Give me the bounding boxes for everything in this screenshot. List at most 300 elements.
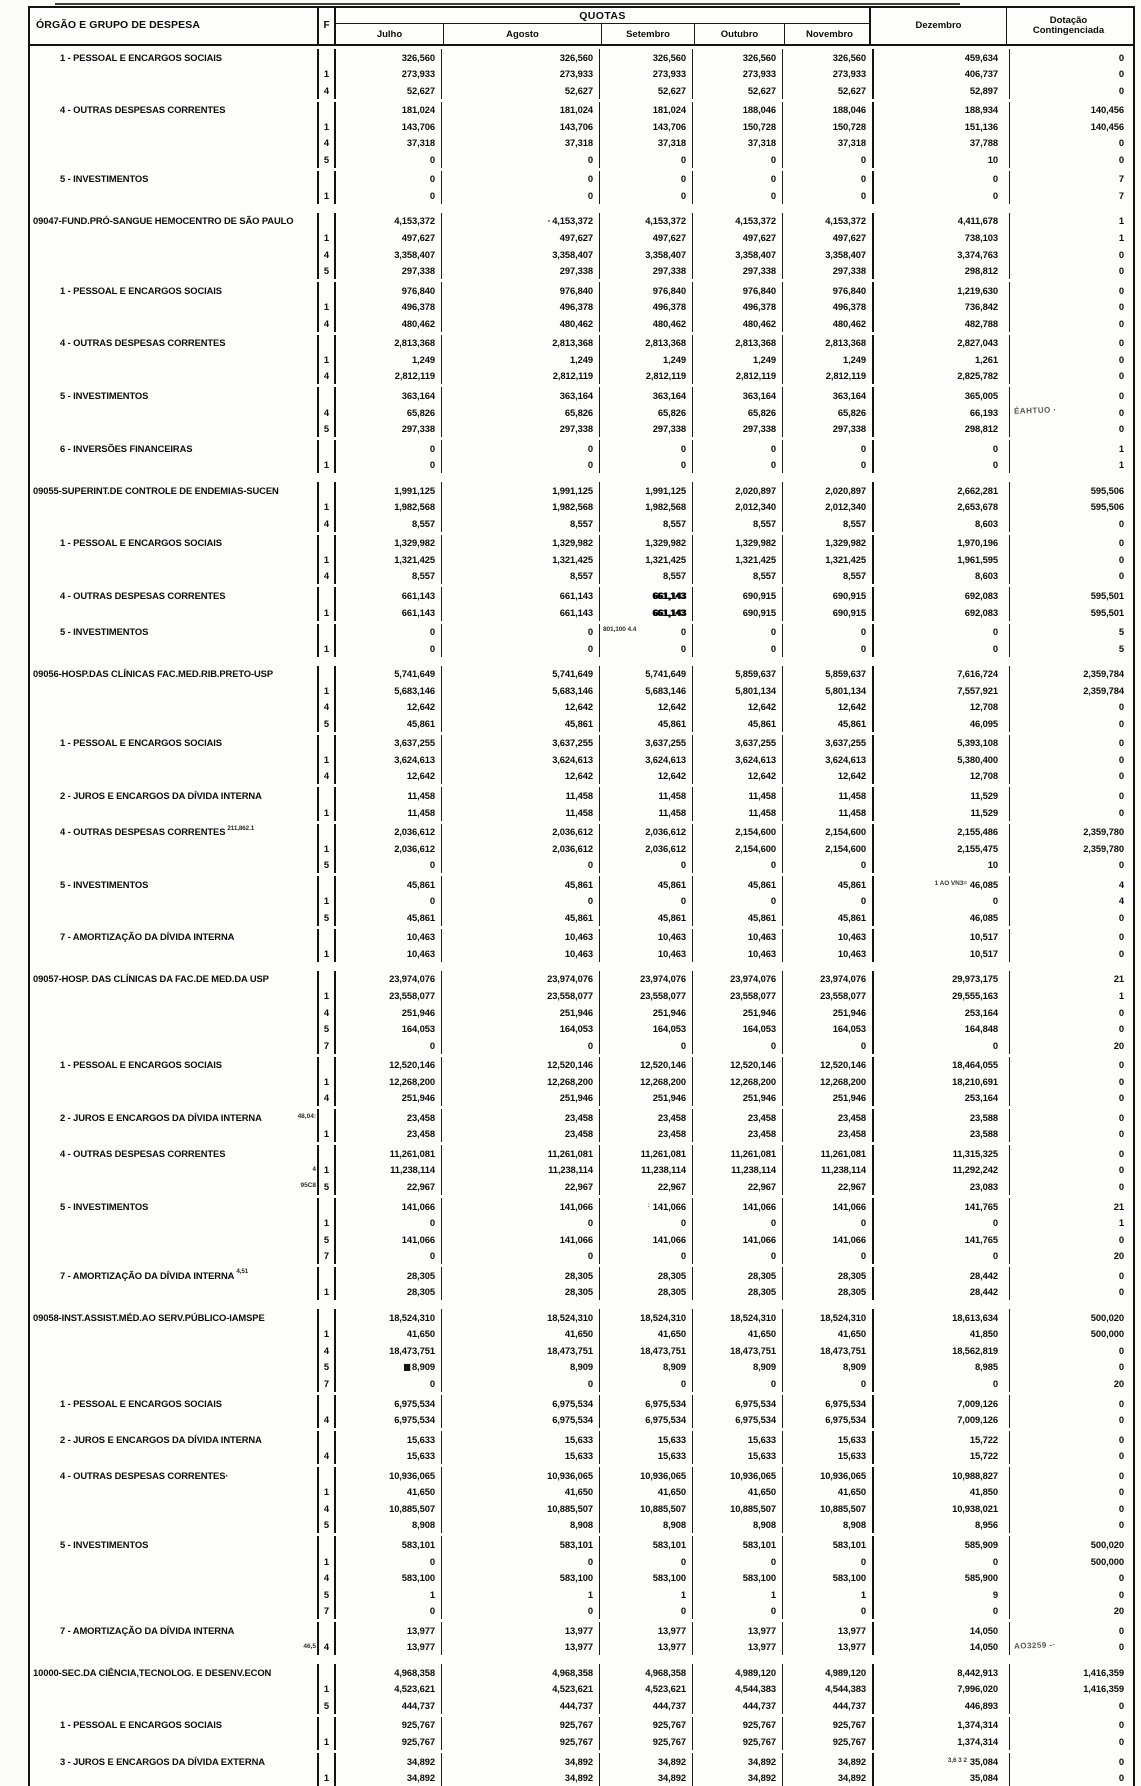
cell-novembro: 496,378 [833,302,866,311]
cell-agosto: 1,982,568 [552,502,593,511]
cell-agosto: 2,036,612 [552,844,593,853]
cell-setembro: 0 [681,627,686,636]
cell-outubro: 45,861 [748,880,776,889]
cell-novembro: 2,154,600 [825,827,866,836]
cell-novembro: 4,153,372 [825,216,866,225]
cell-agosto: 1,321,425 [552,555,593,564]
group-label: 1 - PESSOAL E ENCARGOS SOCIAIS [60,1399,222,1408]
cell-setembro: 13,977 [658,1626,686,1635]
f-value: 1 [324,233,329,242]
cell-dotacao: 500,000 [1091,1557,1124,1566]
cell-dotacao: 7 [1119,174,1124,183]
cell-outubro: 34,892 [748,1773,776,1782]
cell-dotacao: 595,506 [1091,486,1124,495]
cell-julho: 10,885,507 [389,1504,435,1513]
cell-dotacao: 0 [1119,371,1124,380]
cell-julho: 23,458 [407,1129,435,1138]
column-header-dotacao [1006,8,1130,44]
cell-dotacao: 595,506 [1091,502,1124,511]
table-row [30,1109,1133,1126]
f-value: 1 [324,949,329,958]
cell-outubro: 23,458 [748,1129,776,1138]
cell-novembro: 1,321,425 [825,555,866,564]
cell-outubro: 251,946 [743,1008,776,1017]
cell-novembro: 4,544,383 [825,1684,866,1693]
cell-setembro: 4,968,358 [645,1668,686,1677]
cell-dotacao: 0 [1119,424,1124,433]
table-row [30,1162,1133,1179]
cell-setembro: 28,305 [658,1287,686,1296]
cell-julho: 11,458 [407,791,435,800]
cell-setembro: 0 [681,155,686,164]
cell-outubro: 1,321,425 [735,555,776,564]
cell-dezembro: 0 [993,644,998,653]
table-header [30,8,1133,46]
cell-julho: 2,812,119 [395,371,435,380]
cell-dotacao: 0 [1119,932,1124,941]
cell-setembro: 0 [681,1218,686,1227]
cell-agosto: 4,968,358 [552,1668,593,1677]
cell-dezembro: 1,219,630 [957,286,998,295]
cell-novembro: 28,305 [838,1271,866,1280]
table-row [30,420,1133,437]
cell-outubro: 583,100 [743,1573,776,1582]
cell-julho: 10,463 [407,932,435,941]
scan-artifact: 95C8 [300,1183,316,1190]
cell-novembro: 363,164 [833,391,866,400]
table-row [30,1248,1133,1265]
cell-agosto: 1,329,982 [552,538,593,547]
cell-dotacao: 20 [1114,1251,1124,1260]
cell-agosto: 3,358,407 [552,250,593,259]
table-row [30,1215,1133,1232]
cell-novembro: 12,642 [838,702,866,711]
f-value: 1 [324,808,329,817]
f-value: 5 [324,1590,329,1599]
cell-agosto: 3,637,255 [552,738,593,747]
cell-dezembro: 446,893 [965,1701,998,1710]
cell-agosto: 18,473,751 [547,1346,593,1355]
f-value: 1 [324,502,329,511]
cell-dezembro: 37,788 [970,138,998,147]
cell-dezembro: 0 [993,896,998,905]
cell-outubro: 15,633 [748,1435,776,1444]
cell-agosto: 976,840 [560,286,593,295]
cell-setembro: 8,908 [663,1520,686,1529]
cell-setembro: 5,683,146 [645,686,686,695]
cell-dotacao: 0 [1119,1008,1124,1017]
cell-outubro: 10,463 [748,932,776,941]
cell-outubro: 15,633 [748,1451,776,1460]
cell-novembro: 2,012,340 [825,502,866,511]
cell-setembro: 23,458 [658,1129,686,1138]
cell-setembro: 0 [681,1606,686,1615]
cell-outubro: 976,840 [743,286,776,295]
cell-setembro: 2,813,368 [645,338,686,347]
cell-agosto: 0 [588,860,593,869]
cell-agosto: 164,053 [560,1024,593,1033]
cell-dezembro: 12,708 [970,702,998,711]
cell-dezembro: 7,616,724 [957,669,998,678]
f-value: 1 [324,991,329,1000]
cell-agosto: 11,458 [565,791,593,800]
cell-outubro: 0 [771,1557,776,1566]
cell-novembro: 34,892 [838,1757,866,1766]
cell-setembro: 23,558,077 [640,991,686,1000]
cell-dezembro: 11,529 [970,791,998,800]
cell-dotacao: 0 [1119,1399,1124,1408]
cell-dezembro: 18,562,819 [952,1346,998,1355]
cell-novembro: 12,520,146 [820,1060,866,1069]
cell-novembro: 5,859,637 [825,669,866,678]
cell-outubro: 8,909 [753,1362,776,1371]
scan-artifact: 801,100 4.4 [603,627,636,634]
cell-dezembro: 29,555,163 [952,991,998,1000]
cell-dotacao: 0 [1119,1346,1124,1355]
cell-dezembro: 1,970,196 [957,538,998,547]
cell-setembro: 45,861 [658,880,686,889]
cell-novembro: 0 [861,644,866,653]
f-value: 5 [324,424,329,433]
cell-dezembro: 4,411,678 [958,216,998,225]
cell-setembro: 0 [681,191,686,200]
cell-novembro: 18,473,751 [820,1346,866,1355]
column-header-organ [30,8,317,44]
cell-outubro: 0 [771,191,776,200]
cell-dezembro: 7,996,020 [957,1684,998,1693]
cell-novembro: 41,650 [838,1487,866,1496]
cell-julho: 164,053 [402,1024,435,1033]
cell-outubro: 0 [771,444,776,453]
cell-julho: 4,153,372 [394,216,435,225]
cell-setembro: 10,936,065 [640,1471,686,1480]
cell-setembro: 1,249 [663,355,686,364]
cell-dotacao: 0 [1119,1757,1124,1766]
table-row [30,102,1133,119]
cell-agosto: 2,036,612 [552,827,593,836]
cell-setembro: 181,024 [653,105,686,114]
cell-dezembro: 14,050 [970,1642,998,1651]
cell-julho: 583,100 [402,1573,435,1582]
cell-dotacao: 0 [1119,791,1124,800]
cell-novembro: 52,627 [838,86,866,95]
cell-outubro: 3,358,407 [735,250,776,259]
f-value: 1 [324,1165,329,1174]
cell-novembro: 13,977 [838,1626,866,1635]
cell-dotacao: 0 [1119,949,1124,958]
cell-novembro: 34,892 [838,1773,866,1782]
cell-outubro: 1,329,982 [735,538,776,547]
cell-outubro: 141,066 [743,1235,776,1244]
cell-outubro: 0 [771,1606,776,1615]
cell-dezembro: 8,603 [975,571,998,580]
cell-dezembro: 585,909 [965,1540,998,1549]
cell-dotacao: 0 [1119,719,1124,728]
table-row [30,666,1133,683]
cell-julho: 23,458 [407,1113,435,1122]
table-row [30,1603,1133,1620]
scan-artifact: 211,862.1 [227,826,254,832]
cell-agosto: 0 [588,1218,593,1227]
cell-julho: 0 [430,460,435,469]
scan-artifact: 48,04: [298,1114,316,1121]
cell-novembro: 0 [861,1606,866,1615]
cell-setembro: 444,737 [653,1701,686,1710]
cell-dezembro: 1,261 [975,355,998,364]
group-label: 1 - PESSOAL E ENCARGOS SOCIAIS [60,1720,222,1729]
table-row [30,929,1133,946]
cell-agosto: 444,737 [560,1701,593,1710]
cell-outubro: 2,020,897 [735,486,776,495]
group-label: 4 - OUTRAS DESPESAS CORRENTES [60,1149,225,1158]
cell-outubro: 0 [771,1379,776,1388]
cell-dezembro: 10,517 [970,949,998,958]
cell-novembro: 45,861 [838,719,866,728]
cell-julho: 0 [430,444,435,453]
cell-dotacao: 0 [1119,1093,1124,1102]
cell-setembro: 11,458 [658,808,686,817]
cell-dotacao: 0 [1119,1060,1124,1069]
cell-setembro: 0 [681,1557,686,1566]
f-value: 7 [324,1251,329,1260]
table-row [30,187,1133,204]
cell-setembro: 297,338 [653,424,686,433]
cell-novembro: 0 [861,1557,866,1566]
cell-dotacao: 2,359,784 [1083,686,1124,695]
cell-julho: 444,737 [402,1701,435,1710]
cell-novembro: 297,338 [833,424,866,433]
cell-dezembro: 7,009,126 [957,1415,998,1424]
cell-julho: 661,143 [402,608,435,617]
cell-novembro: 0 [861,896,866,905]
cell-dotacao: 0 [1119,53,1124,62]
cell-novembro: 2,154,600 [825,844,866,853]
table-row [30,971,1133,988]
cell-agosto: 34,892 [565,1773,593,1782]
cell-dotacao: 0 [1119,408,1124,417]
cell-novembro: 10,936,065 [820,1471,866,1480]
cell-novembro: 5,801,134 [825,686,866,695]
f-value: 1 [324,1129,329,1138]
cell-outubro: 1,249 [753,355,776,364]
cell-dotacao: 0 [1119,266,1124,275]
cell-dezembro: 1,961,595 [957,555,998,564]
cell-setembro: 0 [681,460,686,469]
cell-dotacao: 0 [1119,1287,1124,1296]
cell-setembro: 28,305 [658,1271,686,1280]
cell-novembro: 0 [861,627,866,636]
cell-setembro: 164,053 [653,1024,686,1033]
cell-dezembro: 736,842 [965,302,998,311]
cell-novembro: 583,100 [833,1573,866,1582]
cell-novembro: 0 [861,460,866,469]
group-label: 6 - INVERSÕES FINANCEIRAS [60,444,192,453]
cell-setembro: 45,861 [658,719,686,728]
cell-setembro: 23,458 [658,1113,686,1122]
cell-outubro: 0 [771,1041,776,1050]
cell-outubro: 65,826 [748,408,776,417]
cell-setembro: 925,767 [653,1737,686,1746]
cell-agosto: 12,642 [565,771,593,780]
cell-novembro: 37,318 [838,138,866,147]
cell-novembro: 1 [861,1590,866,1599]
scan-artifact: 1 AO VN3= [935,881,967,888]
cell-novembro: 18,524,310 [820,1313,866,1322]
cell-dezembro: 11,529 [970,808,998,817]
table-row [30,135,1133,152]
cell-agosto: 0 [588,174,593,183]
org-label: 09047-FUND.PRÓ-SANGUE HEMOCENTRO DE SÃO PAULO [33,216,293,225]
cell-dotacao: 500,020 [1091,1313,1124,1322]
cell-outubro: 12,268,200 [730,1077,776,1086]
cell-julho: 0 [430,1557,435,1566]
table-row [30,299,1133,316]
cell-julho: 3,358,407 [394,250,435,259]
cell-agosto: 23,974,076 [547,974,593,983]
cell-agosto: 363,164 [560,391,593,400]
org-label: 09055-SUPERINT.DE CONTROLE DE ENDEMIAS-SUCEN [33,486,279,495]
cell-outubro: 0 [771,1218,776,1227]
f-value: 1 [324,69,329,78]
cell-julho: 8,909 [412,1362,435,1371]
cell-agosto: 326,560 [560,53,593,62]
column-header-f [317,8,334,44]
cell-setembro: 65,826 [658,408,686,417]
cell-novembro: 11,458 [838,808,866,817]
cell-outubro: 3,624,613 [735,755,776,764]
table-row [30,1622,1133,1639]
cell-agosto: 273,933 [560,69,593,78]
cell-agosto: 4,153,372 [552,216,593,225]
scan-artifact: AO3259 -· [1014,1641,1056,1650]
cell-julho: 0 [430,644,435,653]
cell-dotacao: 0 [1119,1737,1124,1746]
table-row [30,1359,1133,1376]
cell-outubro: 363,164 [743,391,776,400]
cell-dotacao: 4 [1119,880,1124,889]
cell-novembro: 0 [861,1251,866,1260]
f-value: 7 [324,1379,329,1388]
cell-dezembro: 0 [993,444,998,453]
group-label: 5 - INVESTIMENTOS [60,880,148,889]
cell-julho: 143,706 [402,122,435,131]
cell-outubro: 10,463 [748,949,776,958]
cell-novembro: 0 [861,1041,866,1050]
table-row [30,1517,1133,1534]
cell-agosto: 6,975,534 [552,1415,593,1424]
table-row [30,909,1133,926]
table-row [30,1021,1133,1038]
cell-dezembro: 0 [993,174,998,183]
cell-agosto: 23,558,077 [547,991,593,1000]
cell-julho: 45,861 [407,913,435,922]
cell-agosto: 37,318 [565,138,593,147]
cell-julho: 34,892 [407,1773,435,1782]
cell-dotacao: 0 [1119,1701,1124,1710]
group-label: 7 - AMORTIZAÇÃO DA DÍVIDA INTERNA [60,932,234,941]
cell-dezembro: 29,973,175 [952,974,998,983]
cell-novembro: 0 [861,1379,866,1388]
cell-dezembro: 2,827,043 [957,338,998,347]
cell-setembro: 37,318 [658,138,686,147]
cell-novembro: 8,908 [843,1520,866,1529]
cell-dotacao: 0 [1119,571,1124,580]
cell-dezembro: 2,155,475 [957,844,998,853]
cell-outubro: 273,933 [743,69,776,78]
f-value: 7 [324,1041,329,1050]
cell-dotacao: 0 [1119,1415,1124,1424]
cell-agosto: 8,908 [570,1520,593,1529]
cell-outubro: 2,154,600 [735,827,776,836]
cell-dotacao: 0 [1119,1590,1124,1599]
f-value: 5 [324,1701,329,1710]
cell-agosto: 45,861 [565,913,593,922]
f-value: 1 [324,608,329,617]
cell-julho: 3,637,255 [394,738,435,747]
cell-setembro: 11,261,081 [641,1149,686,1158]
cell-novembro: 150,728 [833,122,866,131]
cell-setembro: 8,557 [663,571,686,580]
table-row [30,457,1133,474]
cell-agosto: 297,338 [560,424,593,433]
table-row [30,1569,1133,1586]
cell-dezembro: 141,765 [965,1202,998,1211]
cell-novembro: 1,329,982 [825,538,866,547]
cell-setembro: 583,101 [653,1540,686,1549]
cell-dotacao: 595,501 [1091,608,1124,617]
cell-outubro: 23,458 [748,1113,776,1122]
cell-dotacao: 0 [1119,1271,1124,1280]
cell-julho: 45,861 [407,880,435,889]
cell-julho: 12,268,200 [389,1077,435,1086]
cell-setembro: 4,523,621 [645,1684,686,1693]
cell-setembro: 496,378 [653,302,686,311]
cell-outubro: 5,859,637 [735,669,776,678]
cell-julho: 23,974,076 [389,974,435,983]
cell-dezembro: 11,315,325 [953,1149,998,1158]
group-label: 5 - INVESTIMENTOS [60,1202,148,1211]
cell-dezembro: 1,374,314 [957,1720,998,1729]
cell-setembro: 0 [681,174,686,183]
cell-julho: 0 [430,1379,435,1388]
cell-novembro: 23,458 [838,1113,866,1122]
column-header-dezembro-label: Dezembro [916,21,962,31]
cell-agosto: 0 [588,644,593,653]
cell-dezembro: 9 [993,1590,998,1599]
cell-julho: 8,908 [412,1520,435,1529]
cell-agosto: 661,143 [560,591,593,600]
f-value: 4 [324,702,329,711]
table-row [30,335,1133,352]
f-value: 1 [324,1684,329,1693]
cell-outubro: 41,650 [748,1487,776,1496]
cell-dotacao: 0 [1119,1520,1124,1529]
cell-julho: 251,946 [402,1093,435,1102]
cell-julho: 6,975,534 [394,1415,435,1424]
group-label: 5 - INVESTIMENTOS [60,174,148,183]
cell-outubro: 2,012,340 [735,502,776,511]
cell-outubro: 0 [771,860,776,869]
cell-outubro: 52,627 [748,86,776,95]
cell-setembro: 273,933 [653,69,686,78]
f-value: 5 [324,1520,329,1529]
cell-dotacao: 0 [1119,1077,1124,1086]
cell-julho: 1,329,982 [394,538,435,547]
cell-dotacao: 20 [1114,1041,1124,1050]
cell-julho: 0 [430,860,435,869]
cell-dotacao: 2,359,780 [1083,827,1124,836]
cell-setembro: 10,463 [658,949,686,958]
